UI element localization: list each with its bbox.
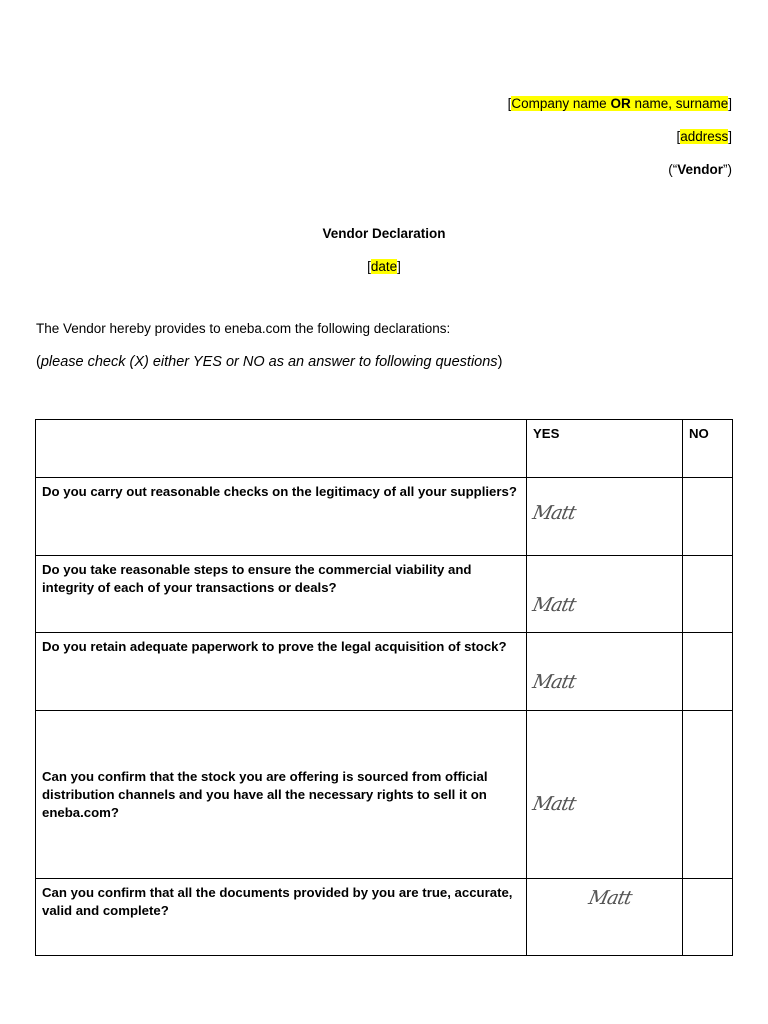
bracket-open: [ bbox=[507, 96, 512, 111]
document-title: Vendor Declaration bbox=[322, 226, 446, 241]
no-answer-cell[interactable] bbox=[683, 478, 733, 556]
intro-text: The Vendor hereby provides to eneba.com the following declarations: bbox=[36, 321, 451, 336]
header-empty-cell bbox=[36, 420, 527, 478]
signature: Matt bbox=[530, 502, 578, 524]
yes-answer-cell[interactable] bbox=[527, 556, 683, 633]
bracket-close: ] bbox=[728, 129, 732, 144]
no-answer-cell[interactable] bbox=[683, 633, 733, 711]
yes-answer-cell[interactable] bbox=[527, 879, 683, 956]
question-cell: Can you confirm that the stock you are offering is sourced from official distribution channels and you have all the necessary rights to sell it on eneba.com? bbox=[36, 711, 527, 879]
or-text: OR bbox=[610, 96, 631, 111]
yes-answer-cell[interactable] bbox=[527, 711, 683, 879]
paren-close: ) bbox=[497, 354, 503, 370]
address-line bbox=[676, 129, 732, 145]
yes-answer-cell[interactable] bbox=[527, 478, 683, 556]
date-placeholder: date bbox=[370, 259, 398, 274]
no-answer-cell[interactable] bbox=[683, 879, 733, 956]
table-row bbox=[36, 556, 733, 633]
paren-open: ( bbox=[36, 354, 41, 370]
date-line bbox=[0, 259, 768, 275]
table-row bbox=[36, 711, 733, 879]
no-answer-cell[interactable] bbox=[683, 711, 733, 879]
question-cell: Do you retain adequate paperwork to prove the legal acquisition of stock? bbox=[36, 633, 527, 711]
bracket-close: ] bbox=[397, 259, 401, 274]
bracket-open: [ bbox=[676, 129, 681, 144]
signature: Matt bbox=[530, 793, 578, 815]
table-row bbox=[36, 879, 733, 956]
vendor-open: (“ bbox=[668, 162, 678, 177]
vendor-close: ”) bbox=[723, 162, 732, 177]
table-row bbox=[36, 633, 733, 711]
question-cell: Do you carry out reasonable checks on the legitimacy of all your suppliers? bbox=[36, 478, 527, 556]
company-name-placeholder bbox=[511, 96, 728, 111]
name-surname-text: name, surname bbox=[630, 96, 729, 111]
instruction-text bbox=[36, 353, 502, 371]
header-no-cell: NO bbox=[683, 420, 733, 478]
question-cell: Can you confirm that all the documents provided by you are true, accurate, valid and complete? bbox=[36, 879, 527, 956]
table-header-row bbox=[36, 420, 733, 478]
signature: Matt bbox=[586, 887, 634, 909]
bracket-open: [ bbox=[367, 259, 371, 274]
address-placeholder: address bbox=[680, 129, 729, 144]
company-name-line bbox=[508, 96, 732, 112]
yes-answer-cell[interactable] bbox=[527, 633, 683, 711]
company-name-text: Company name bbox=[511, 96, 611, 111]
table-row bbox=[36, 478, 733, 556]
header-yes-cell: YES bbox=[527, 420, 683, 478]
instruction-italic: please check (X) either YES or NO as an answer to following questions bbox=[40, 354, 498, 370]
signature: Matt bbox=[530, 671, 578, 693]
bracket-close: ] bbox=[728, 96, 732, 111]
declaration-table bbox=[35, 419, 733, 956]
vendor-line bbox=[668, 162, 732, 178]
vendor-label: Vendor bbox=[677, 162, 723, 177]
question-cell: Do you take reasonable steps to ensure the commercial viability and integrity of each of your transactions or deals? bbox=[36, 556, 527, 633]
no-answer-cell[interactable] bbox=[683, 556, 733, 633]
signature: Matt bbox=[530, 594, 578, 616]
